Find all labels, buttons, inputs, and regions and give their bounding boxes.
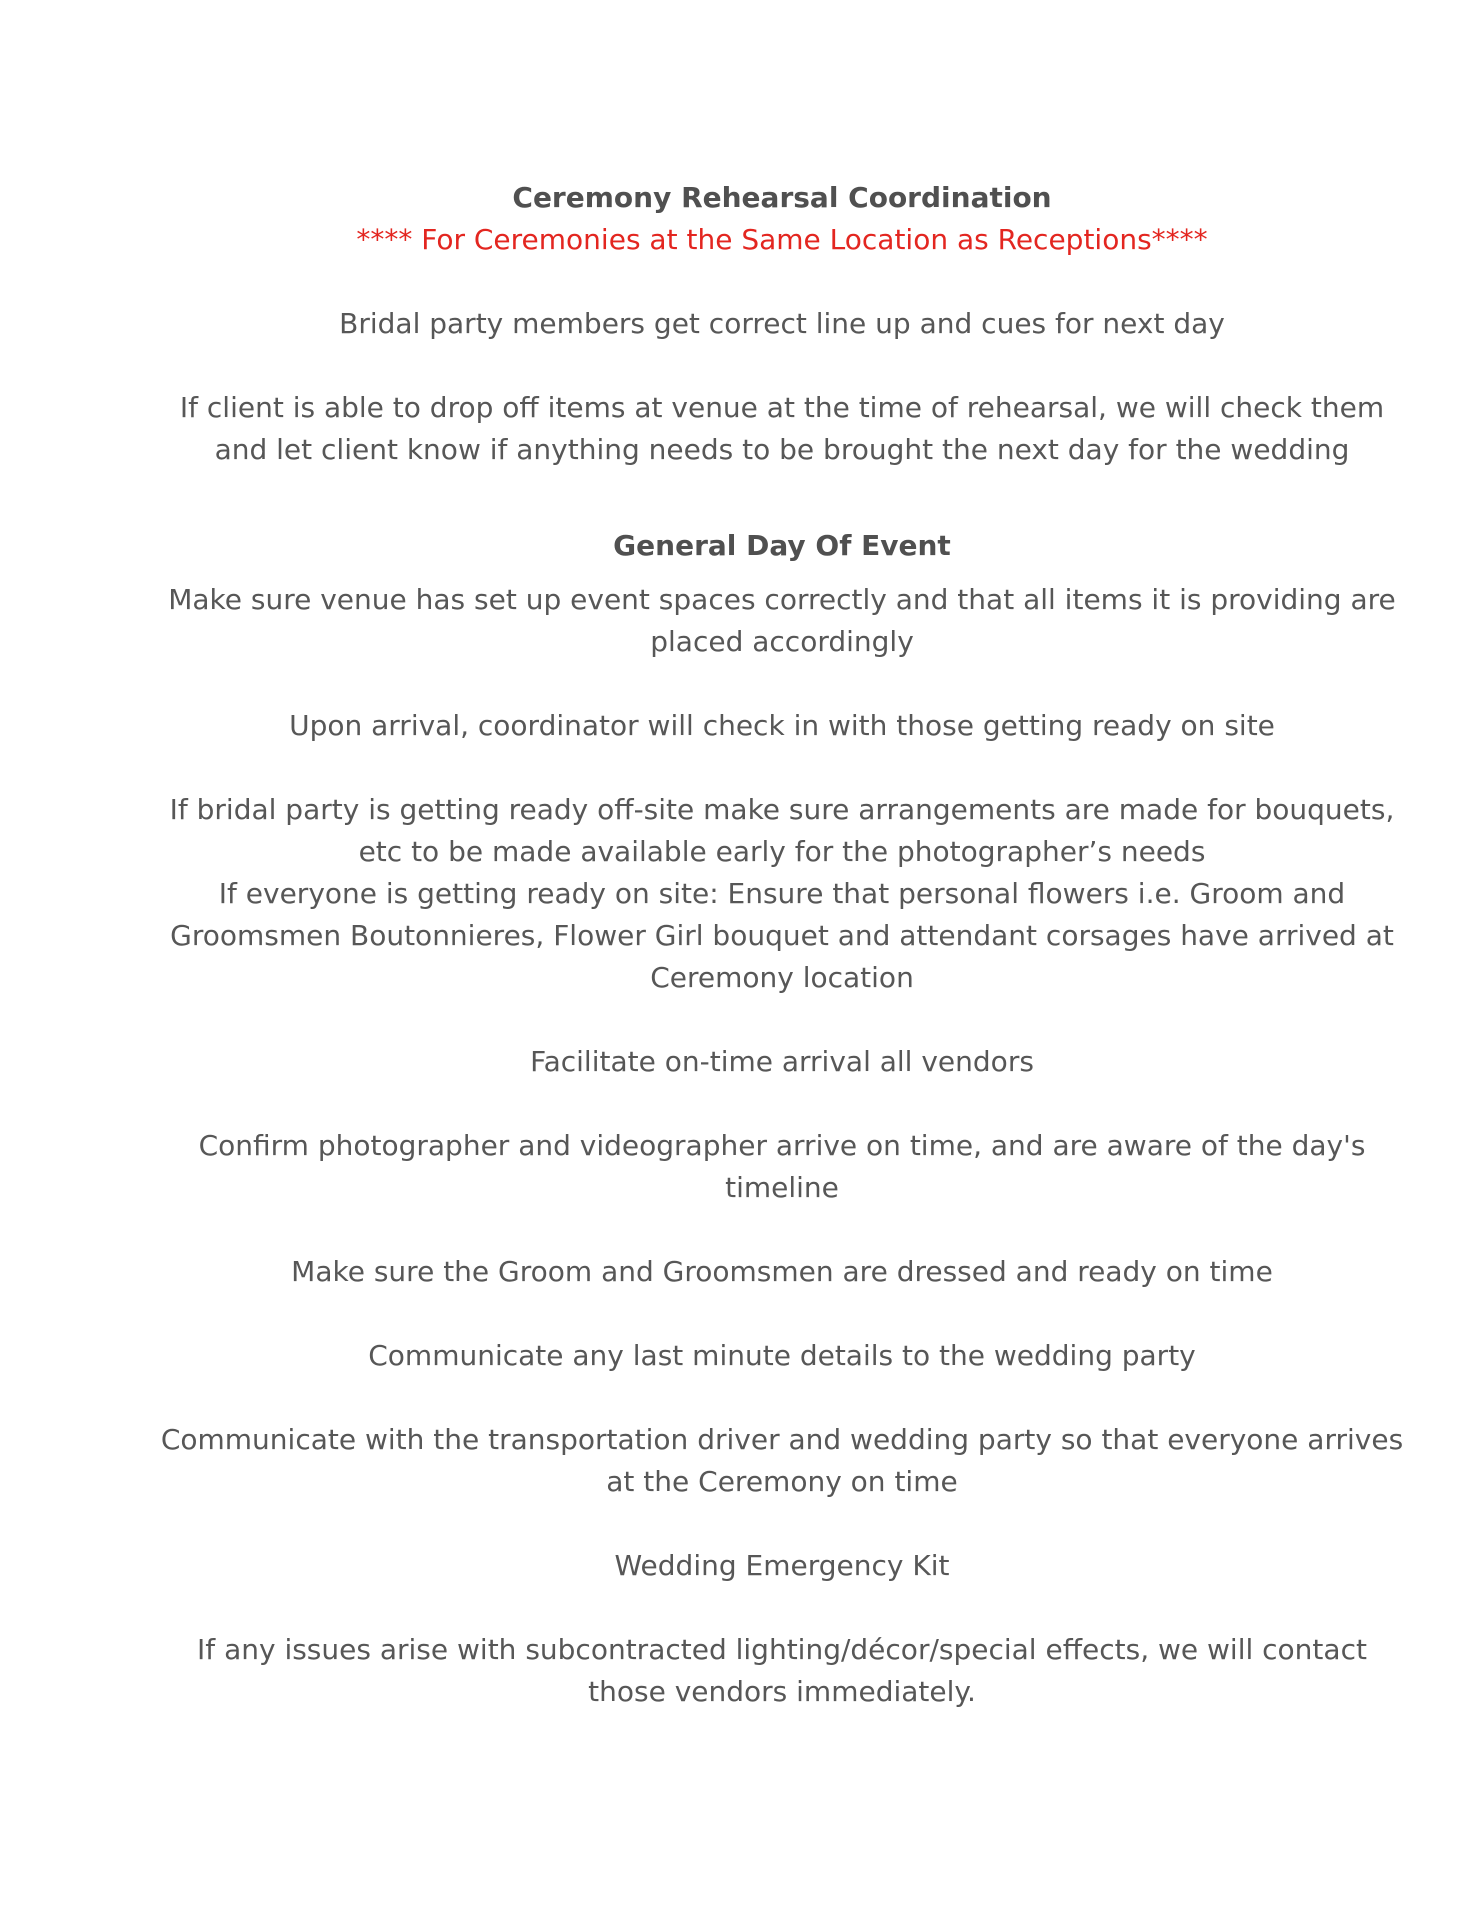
- paragraph-arrival-checkin: Upon arrival, coordinator will check in with those getting ready on site: [289, 709, 1275, 742]
- spacer: [160, 1503, 1404, 1545]
- paragraph-venue-setup: Make sure venue has set up event spaces correctly and that all items it is providing are placed accordingly: [168, 583, 1396, 658]
- paragraph-emergency-kit: Wedding Emergency Kit: [614, 1549, 950, 1582]
- spacer: [160, 1083, 1404, 1125]
- spacer: [160, 1377, 1404, 1419]
- spacer: [160, 663, 1404, 705]
- paragraph-drop-off: If client is able to drop off items at venue at the time of rehearsal, we will check them and let client know if anything needs to be brought the next day for the wedding: [179, 391, 1385, 466]
- paragraph-groomsmen: Make sure the Groom and Groomsmen are dressed and ready on time: [291, 1255, 1273, 1288]
- spacer: [160, 1209, 1404, 1251]
- section-title-ceremony-rehearsal: Ceremony Rehearsal Coordination: [512, 181, 1052, 214]
- paragraph-onsite-ready: If everyone is getting ready on site: Ensure that personal flowers i.e. Groom and Groomsmen Boutonnieres, Flower Girl bouquet and attendant corsages have arrived at Ceremony location: [170, 877, 1394, 994]
- paragraph-lineup: Bridal party members get correct line up and cues for next day: [339, 307, 1225, 340]
- section-title-general-day: General Day Of Event: [613, 529, 951, 562]
- spacer: [160, 747, 1404, 789]
- paragraph-vendor-arrival: Facilitate on-time arrival all vendors: [530, 1045, 1034, 1078]
- spacer: [160, 567, 1404, 579]
- paragraph-last-minute: Communicate any last minute details to the wedding party: [368, 1339, 1196, 1372]
- spacer: [160, 261, 1404, 303]
- spacer: [160, 1587, 1404, 1629]
- spacer: [160, 345, 1404, 387]
- spacer: [160, 999, 1404, 1041]
- paragraph-photographer: Confirm photographer and videographer arrive on time, and are aware of the day's timeline: [198, 1129, 1366, 1204]
- location-note: **** For Ceremonies at the Same Location as Receptions****: [356, 223, 1208, 256]
- paragraph-offsite-ready: If bridal party is getting ready off-site make sure arrangements are made for bouquets, etc to be made available early for the photographer’s needs: [169, 793, 1395, 868]
- paragraph-transportation: Communicate with the transportation driver and wedding party so that everyone arrives at the Ceremony on time: [160, 1423, 1404, 1498]
- spacer: [160, 471, 1404, 525]
- spacer: [160, 1293, 1404, 1335]
- paragraph-subcontracted-issues: If any issues arise with subcontracted lighting/décor/special effects, we will contact those vendors immediately.: [197, 1633, 1367, 1708]
- document-content: [160, 177, 1404, 1713]
